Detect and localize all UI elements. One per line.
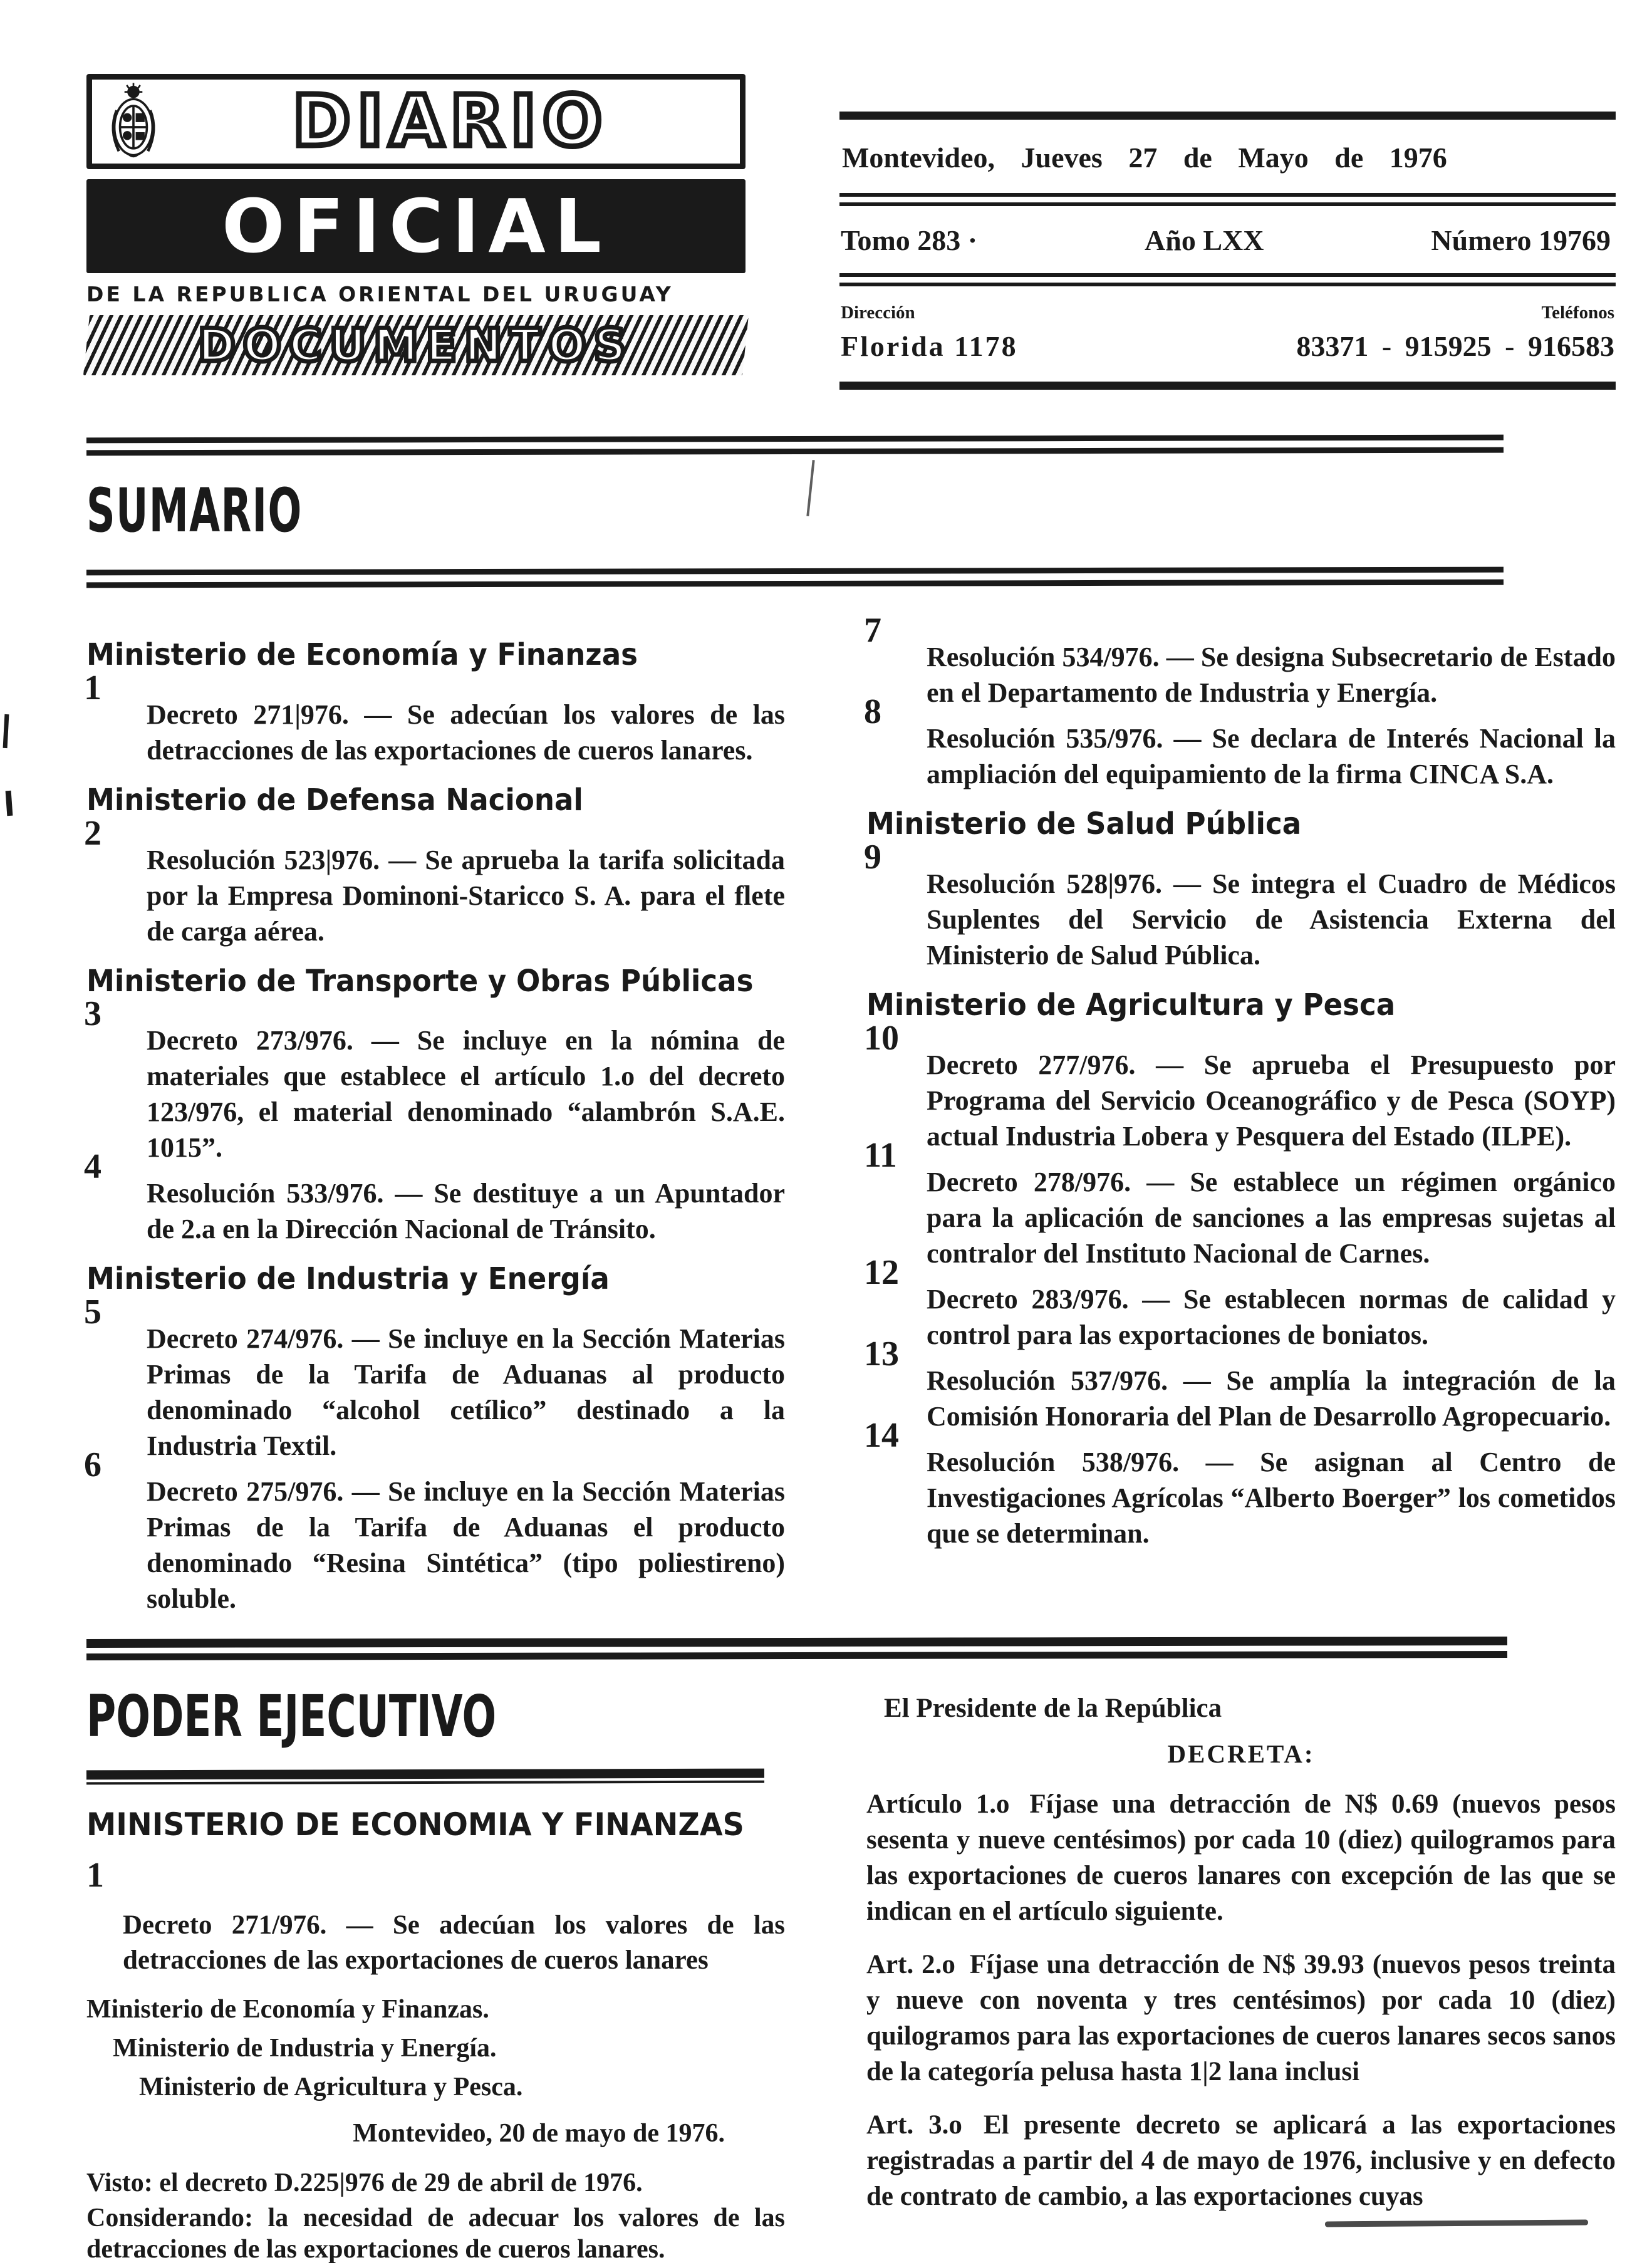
decorative-rule	[86, 1769, 764, 1785]
sumario-item	[864, 837, 1616, 973]
visto-paragraph	[86, 2167, 785, 2199]
decree-left-column	[86, 1683, 785, 2265]
ministry-signatory: Ministerio de Economía y Finanzas.	[86, 1995, 489, 2024]
newspaper-logo	[86, 74, 745, 390]
masthead-subtitle: DE LA REPUBLICA ORIENTAL DEL URUGUAY	[86, 282, 673, 306]
item-number: 8	[864, 692, 881, 731]
decree-article	[866, 1786, 1616, 1929]
contact-values-row	[839, 325, 1616, 382]
ministry-section-heading: MINISTERIO DE ECONOMIA Y FINANZAS	[86, 1806, 744, 1843]
article-lead: Art. 3.o	[866, 2110, 962, 2140]
documentos-banner-label: DOCUMENTOS	[198, 319, 634, 372]
scan-smudge	[1325, 2220, 1588, 2227]
item-text: Decreto 273/976. — Se incluye en la nómina de materiales que establece el artículo 1.o del decreto 123/976, el material denominado “alambrón S.A.E. 1015”.	[147, 1025, 785, 1164]
sumario-item	[84, 994, 785, 1165]
item-number: 5	[84, 1293, 101, 1332]
visto-text: el decreto D.225|976 de 29 de abril de 1976.	[159, 2169, 643, 2198]
item-text: Resolución 537/976. — Se amplía la integración de la Comisión Honoraria del Plan de Desarrollo Agropecuario.	[927, 1365, 1616, 1432]
issue-volume-line	[839, 206, 1616, 273]
sumario-title: SUMARIO	[86, 476, 303, 546]
scan-artifact	[3, 714, 9, 748]
item-text: Decreto 274/976. — Se incluye en la Sección Materias Primas de la Tarifa de Aduanas al producto denominado “alcohol cetílico” destinado a la Industria Textil.	[147, 1323, 785, 1462]
item-number: 12	[864, 1252, 899, 1292]
decree-right-column	[866, 1688, 1616, 2265]
item-text: Decreto 275/976. — Se incluye en la Sección Materias Primas de la Tarifa de Aduanas el producto denominado “Resina Sintética” (tipo poliestireno) soluble.	[147, 1476, 785, 1615]
issue-info-block	[839, 74, 1616, 390]
item-text: Resolución 538/976. — Se asignan al Centro de Investigaciones Agrícolas “Alberto Boerger” los cometidos que se determinan.	[927, 1446, 1616, 1549]
item-number: 6	[84, 1445, 101, 1485]
president-line: El Presidente de la República	[884, 1694, 1222, 1724]
ministry-heading: Ministerio de Transporte y Obras Públicas	[86, 963, 754, 999]
item-number: 14	[864, 1415, 899, 1455]
item-text: Resolución 523|976. — Se aprueba la tarifa solicitada por la Empresa Dominoni-Staricco S. A. para el flete de carga aérea.	[147, 844, 785, 947]
sumario-item	[84, 1293, 785, 1464]
article-text: Fíjase una detracción de N$ 0.69 (nuevos pesos sesenta y nueve centésimos) por cada 10 (diez) quilogramos para las exportaciones de cueros lanares con excepción de las que se indican en el artículo siguiente.	[866, 1789, 1616, 1927]
item-text: Decreto 283/976. — Se establecen normas de calidad y control para las exportaciones de boniatos.	[927, 1283, 1616, 1350]
decorative-rule	[839, 193, 1616, 206]
diario-logo-box	[86, 74, 745, 169]
sumario-item	[864, 1135, 1616, 1271]
item-number: 1	[84, 668, 101, 707]
documentos-banner	[83, 315, 749, 375]
sumario-item	[864, 611, 1616, 711]
ministry-heading: Ministerio de Agricultura y Pesca	[866, 987, 1396, 1023]
direccion-label: Dirección	[841, 303, 915, 323]
masthead	[86, 74, 1616, 390]
direccion-value: Florida 1178	[841, 330, 1018, 362]
item-number: 4	[84, 1147, 101, 1187]
sumario-item	[864, 1018, 1616, 1154]
telefonos-value: 83371 - 915925 - 916583	[1296, 330, 1614, 362]
item-text: Decreto 271|976. — Se adecúan los valores de las detracciones de las exportaciones de cueros lanares.	[147, 699, 785, 766]
item-number: 2	[84, 813, 101, 853]
sumario-item	[864, 1252, 1616, 1353]
sumario-item	[84, 668, 785, 768]
issue-date: Montevideo, Jueves 27 de Mayo de 1976	[842, 142, 1447, 174]
item-number: 1	[86, 1856, 104, 1895]
considerando-text: la necesidad de adecuar los valores de las detracciones de las exportaciones de cueros lanares.	[86, 2204, 785, 2264]
decorative-rule	[86, 435, 1504, 456]
uruguay-coat-of-arms-icon	[103, 80, 164, 164]
sumario-item	[84, 1147, 785, 1247]
poder-ejecutivo-title: PODER EJECUTIVO	[86, 1683, 497, 1751]
article-lead: Art. 2.o	[866, 1950, 955, 1980]
item-number: 11	[864, 1135, 897, 1175]
sumario-section	[84, 611, 1616, 1617]
visto-label: Visto:	[86, 2169, 153, 2198]
masthead-title-diario: DIARIO	[292, 81, 609, 162]
item-text: Resolución 534/976. — Se designa Subsecretario de Estado en el Departamento de Industria y Energía.	[927, 642, 1616, 708]
decorative-rule	[86, 567, 1504, 588]
ministry-heading: Ministerio de Industria y Energía	[86, 1261, 610, 1297]
considerando-label: Considerando:	[86, 2204, 254, 2233]
sumario-column-left	[86, 639, 785, 1617]
decree-title: Decreto 271/976. — Se adecúan los valores de las detracciones de las exportaciones de cueros lanares	[123, 1910, 785, 1976]
sumario-item	[84, 1445, 785, 1617]
contact-labels-row	[839, 286, 1616, 325]
decree-article	[866, 2107, 1616, 2214]
sumario-item	[84, 813, 785, 949]
decorative-rule	[839, 112, 1616, 120]
place-date-line: Montevideo, 20 de mayo de 1976.	[353, 2119, 725, 2148]
issue-tomo: Tomo 283 ·	[841, 224, 978, 256]
item-text: Decreto 278/976. — Se establece un régimen orgánico para la aplicación de sanciones a las empresas sujetas al contralor del Instituto Nacional de Carnes.	[927, 1166, 1616, 1269]
poder-ejecutivo-section	[86, 1683, 1616, 2265]
ministry-signatory: Ministerio de Agricultura y Pesca.	[139, 2073, 523, 2102]
sumario-item	[864, 692, 1616, 792]
article-text: Fíjase una detracción de N$ 39.93 (nuevos pesos treinta y nueve con noventa y tres centésimos) por cada 10 (diez) quilogramos para las exportaciones de cueros lanares secos sanos de la categoría pelusa hasta 1|2 lana inclusi	[866, 1950, 1616, 2087]
issue-year: Año LXX	[1145, 224, 1264, 256]
decreta-label: DECRETA:	[1167, 1739, 1315, 1769]
ministry-signatory: Ministerio de Industria y Energía.	[113, 2034, 497, 2063]
ministry-heading: Ministerio de Economía y Finanzas	[86, 637, 638, 672]
telefonos-label: Teléfonos	[1541, 303, 1614, 323]
sumario-column-right	[864, 611, 1616, 1617]
decorative-rule	[839, 273, 1616, 286]
item-number: 10	[864, 1018, 899, 1058]
item-number: 7	[864, 611, 881, 650]
article-lead: Artículo 1.o	[866, 1789, 1010, 1820]
article-text: El presente decreto se aplicará a las exportaciones registradas a partir del 4 de mayo de 1976, inclusive y en defecto de contrato de cambio, a las exportaciones cuyas	[866, 2110, 1616, 2212]
item-number: 9	[864, 837, 881, 877]
item-text: Resolución 528|976. — Se integra el Cuadro de Médicos Suplentes del Servicio de Asistencia Externa del Ministerio de Salud Pública.	[927, 868, 1616, 971]
scan-artifact	[6, 791, 13, 816]
item-text: Decreto 277/976. — Se aprueba el Presupuesto por Programa del Servicio Oceanográfico y de Pesca (SOYP) actual Industria Lobera y Pesquera del Estado (ILPE).	[927, 1049, 1616, 1152]
considerando-paragraph	[86, 2202, 785, 2265]
masthead-title-oficial-banner	[86, 179, 745, 273]
sumario-item	[864, 1415, 1616, 1551]
item-number: 13	[864, 1334, 899, 1373]
ministry-heading: Ministerio de Salud Pública	[866, 806, 1302, 841]
masthead-title-oficial: OFICIAL	[222, 183, 610, 269]
item-text: Resolución 535/976. — Se declara de Interés Nacional la ampliación del equipamiento de la firma CINCA S.A.	[927, 723, 1616, 789]
decorative-rule	[86, 1637, 1507, 1660]
sumario-item	[864, 1334, 1616, 1434]
item-text: Resolución 533/976. — Se destituye a un Apuntador de 2.a en la Dirección Nacional de Tránsito.	[147, 1178, 785, 1245]
item-number: 3	[84, 994, 101, 1034]
decree-article	[866, 1947, 1616, 2090]
issue-number: Número 19769	[1431, 224, 1611, 256]
decorative-rule	[839, 382, 1616, 390]
ministry-heading: Ministerio de Defensa Nacional	[86, 782, 583, 818]
